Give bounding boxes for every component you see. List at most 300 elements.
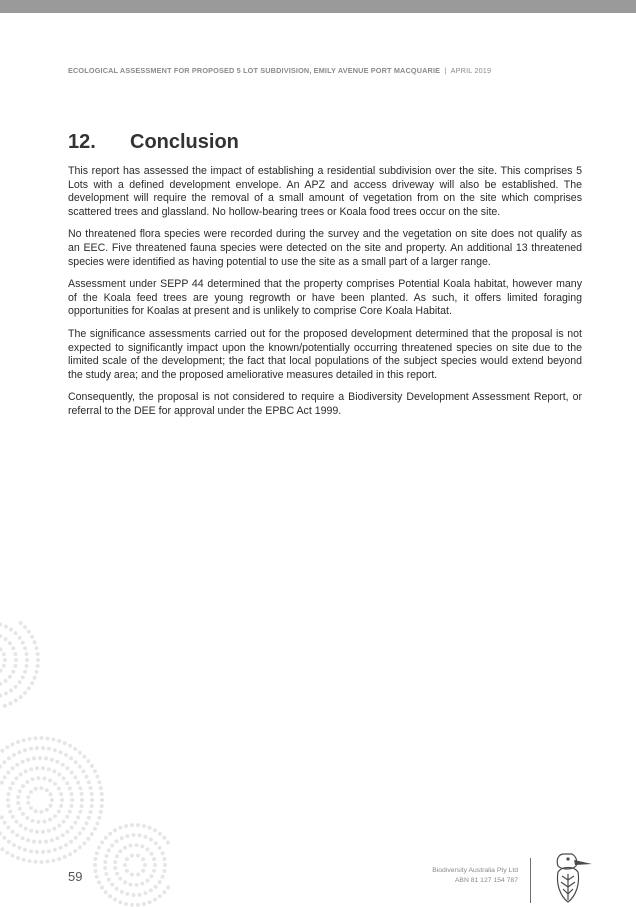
pattern-dot <box>8 786 12 790</box>
pattern-dot <box>152 869 156 873</box>
paragraph: No threatened flora species were recorded during the survey and the vegetation on site does not qualify as an EEC. Five threatened fauna species were detected on the site and property. An additional 13 threatened species were identified as having potential to use the site as a small part of a larger range. <box>68 228 582 268</box>
pattern-dot <box>124 824 128 828</box>
pattern-dot <box>0 781 4 785</box>
pattern-dot <box>166 886 170 890</box>
pattern-dot <box>37 776 41 780</box>
body-text <box>68 165 582 428</box>
pattern-dot <box>152 857 156 861</box>
pattern-dot <box>35 850 39 854</box>
pattern-dot <box>120 836 124 840</box>
pattern-dot <box>13 652 17 656</box>
pattern-dot <box>4 637 8 641</box>
pattern-dot <box>26 838 30 842</box>
pattern-dot <box>103 860 107 864</box>
pattern-dot <box>113 860 117 864</box>
pattern-dot <box>78 810 82 814</box>
pattern-dot <box>78 786 82 790</box>
pattern-dot <box>57 773 61 777</box>
pattern-dot <box>2 836 6 840</box>
pattern-dot <box>78 845 82 849</box>
pattern-dot <box>36 652 40 656</box>
pattern-dot <box>130 903 134 907</box>
pattern-dot <box>11 854 15 858</box>
pattern-dot <box>19 621 23 625</box>
pattern-dot <box>35 646 39 650</box>
pattern-dot <box>161 851 165 855</box>
pattern-dot <box>138 893 142 897</box>
pattern-dot <box>126 892 130 896</box>
pattern-dot <box>57 857 61 861</box>
pattern-dot <box>150 874 154 878</box>
pattern-dot <box>48 818 52 822</box>
pattern-dot <box>78 751 82 755</box>
pattern-dot <box>0 815 4 819</box>
pattern-dot <box>136 873 140 877</box>
pattern-dot <box>35 766 39 770</box>
pattern-dot <box>11 646 15 650</box>
pattern-dot <box>5 745 9 749</box>
pattern-dot <box>9 689 13 693</box>
pattern-dot <box>87 780 91 784</box>
pattern-dot <box>57 824 61 828</box>
pattern-dot <box>85 775 89 779</box>
pattern-dot <box>41 746 45 750</box>
pattern-dot <box>7 804 11 808</box>
pattern-dot <box>50 838 54 842</box>
pattern-dot <box>163 863 167 867</box>
pattern-dot <box>154 885 158 889</box>
pattern-dot <box>123 863 127 867</box>
pattern-dot <box>146 847 150 851</box>
pattern-dot <box>29 767 33 771</box>
pattern-dot <box>7 756 11 760</box>
pattern-dot <box>11 670 15 674</box>
footer-divider <box>530 858 531 903</box>
pattern-dot <box>30 635 34 639</box>
pattern-dot <box>11 766 15 770</box>
pattern-dot <box>8 641 12 645</box>
pattern-dot <box>63 855 67 859</box>
pattern-dot <box>62 820 66 824</box>
company-info <box>432 866 518 886</box>
pattern-dot <box>132 893 136 897</box>
pattern-dot <box>81 769 85 773</box>
pattern-dot <box>166 841 170 845</box>
pattern-dot <box>8 810 12 814</box>
pattern-dot <box>32 840 36 844</box>
header-date: APRIL 2019 <box>450 66 492 75</box>
pattern-dot <box>0 765 2 769</box>
pattern-dot <box>89 810 93 814</box>
pattern-dot <box>0 694 2 698</box>
running-header <box>68 66 588 75</box>
pattern-dot <box>51 738 55 742</box>
pattern-dot <box>24 827 28 831</box>
pattern-dot <box>107 878 111 882</box>
pattern-dot <box>162 869 166 873</box>
pattern-dot <box>23 646 27 650</box>
pattern-dot <box>47 849 51 853</box>
pattern-dot <box>16 740 20 744</box>
pattern-dot <box>65 815 69 819</box>
pattern-dot <box>73 821 77 825</box>
pattern-dot <box>100 804 104 808</box>
pattern-dot <box>23 848 27 852</box>
pattern-dot <box>16 801 20 805</box>
pattern-dot <box>34 860 38 864</box>
pattern-dot <box>11 830 15 834</box>
pattern-dot <box>125 869 129 873</box>
pattern-dot <box>28 737 32 741</box>
pattern-dot <box>3 775 7 779</box>
pattern-dot <box>0 647 3 651</box>
pattern-dot <box>125 857 129 861</box>
paragraph: This report has assessed the impact of establishing a residential subdivision over the site. This comprises 5 Lots with a defined development envelope. An APZ and access driveway will also be established. The development will require the removal of a small amount of vegetation from on the site which comprises scattered trees and glassland. No hollow-bearing trees or Koala food trees occur on the site. <box>68 165 582 218</box>
pattern-dot <box>18 789 22 793</box>
pattern-dot <box>19 773 23 777</box>
pattern-dot <box>0 634 2 638</box>
pattern-dot <box>95 851 99 855</box>
pattern-dot <box>33 676 37 680</box>
pattern-dot <box>120 890 124 894</box>
pattern-dot <box>104 836 108 840</box>
pattern-dot <box>73 849 77 853</box>
pattern-dot <box>47 829 51 833</box>
pattern-dot <box>37 820 41 824</box>
section-number: 12. <box>68 131 96 153</box>
pattern-dot <box>136 854 140 858</box>
pattern-dot <box>115 872 119 876</box>
pattern-dot <box>115 854 119 858</box>
pattern-dot <box>22 858 26 862</box>
pattern-dot <box>21 760 25 764</box>
pattern-dot <box>59 792 63 796</box>
pattern-dot <box>82 841 86 845</box>
pattern-dot <box>85 821 89 825</box>
pattern-dot <box>0 669 3 673</box>
company-abn: ABN 81 127 154 787 <box>454 877 518 884</box>
pattern-dot <box>110 883 114 887</box>
pattern-dot <box>80 792 84 796</box>
pattern-dot <box>143 863 147 867</box>
pattern-dot <box>70 804 74 808</box>
pattern-dot <box>25 816 29 820</box>
pattern-dot <box>0 831 2 835</box>
pattern-dot <box>154 841 158 845</box>
pattern-dot <box>100 792 104 796</box>
pattern-dot <box>2 760 6 764</box>
pattern-dot <box>39 786 43 790</box>
pattern-dot <box>104 854 108 858</box>
pattern-dot <box>74 836 78 840</box>
pattern-dot <box>141 869 145 873</box>
paragraph: The significance assessments carried out for the proposed development determined that the proposal is not expected to significantly impact upon the known/potentially occurring threatened species on site due to the limited scale of the development; the fact that local populations of the subject species would extend beyond the study area; and the proposed ameliorative measures detailed in this report. <box>68 327 582 381</box>
pattern-dot <box>27 686 31 690</box>
pattern-dot <box>6 826 10 830</box>
pattern-dot <box>12 753 16 757</box>
pattern-dot <box>130 823 134 827</box>
pattern-dot <box>26 795 30 799</box>
pattern-dot <box>8 675 12 679</box>
pattern-dot <box>70 771 74 775</box>
pattern-dot <box>76 781 80 785</box>
pattern-dot <box>11 742 15 746</box>
pattern-dot <box>129 883 133 887</box>
pattern-dot <box>115 839 119 843</box>
pattern-dot <box>142 902 146 906</box>
pattern-dot <box>36 658 40 662</box>
pattern-dot <box>143 835 147 839</box>
pattern-dot <box>23 625 27 629</box>
pattern-dot <box>81 827 85 831</box>
pattern-dot <box>52 769 56 773</box>
pattern-dot <box>6 771 10 775</box>
pattern-dot <box>23 670 27 674</box>
pattern-dot <box>74 760 78 764</box>
pattern-dot <box>48 779 52 783</box>
pattern-dot <box>126 834 130 838</box>
pattern-dot <box>136 823 140 827</box>
pattern-dot <box>64 753 68 757</box>
pattern-dot <box>51 859 55 863</box>
pattern-dot <box>34 809 38 813</box>
pattern-dot <box>21 812 25 816</box>
pattern-dot <box>17 750 21 754</box>
pattern-dot <box>35 670 39 674</box>
pattern-dot <box>12 843 16 847</box>
pattern-dot <box>16 795 20 799</box>
pattern-dot <box>107 848 111 852</box>
pattern-dot <box>23 748 27 752</box>
pattern-dot <box>49 792 53 796</box>
pattern-dot <box>25 658 29 662</box>
pattern-dot <box>43 777 47 781</box>
pattern-dot <box>7 792 11 796</box>
company-name: Biodiversity Australia Pty Ltd <box>432 867 518 874</box>
pattern-dot <box>69 840 73 844</box>
pattern-dot <box>104 872 108 876</box>
pattern-dot <box>143 891 147 895</box>
pattern-dot <box>118 826 122 830</box>
pattern-dot <box>39 810 43 814</box>
pattern-dot <box>29 747 33 751</box>
pattern-dot <box>90 804 94 808</box>
pattern-dot <box>153 863 157 867</box>
pattern-dot <box>2 664 6 668</box>
pattern-dot <box>53 848 57 852</box>
pattern-dot <box>150 852 154 856</box>
pattern-dot <box>93 769 97 773</box>
pattern-dot <box>103 866 107 870</box>
kookaburra-logo-icon <box>544 848 594 904</box>
pattern-dot <box>68 852 72 856</box>
pattern-dot <box>3 658 7 662</box>
pattern-dot <box>6 798 10 802</box>
pattern-dot <box>47 747 51 751</box>
pattern-dot <box>73 747 77 751</box>
pattern-dot <box>99 810 103 814</box>
pattern-dot <box>41 766 45 770</box>
pattern-dot <box>135 883 139 887</box>
pattern-dot <box>3 821 7 825</box>
top-bar <box>0 0 636 13</box>
pattern-dot <box>24 769 28 773</box>
pattern-dot <box>4 691 8 695</box>
pattern-dot <box>38 756 42 760</box>
paragraph: Consequently, the proposal is not considered to require a Biodiversity Development Assessment Report, or referral to the DEE for approval under the EPBC Act 1999. <box>68 391 582 417</box>
pattern-dot <box>16 856 20 860</box>
pattern-dot <box>31 777 35 781</box>
pattern-dot <box>158 880 162 884</box>
pattern-dot <box>34 736 38 740</box>
pattern-dot <box>60 798 64 802</box>
pattern-dot <box>59 750 63 754</box>
pattern-dot <box>113 866 117 870</box>
pattern-dot <box>138 833 142 837</box>
pattern-dot <box>129 844 133 848</box>
pattern-dot <box>38 840 42 844</box>
pattern-dot <box>80 804 84 808</box>
pattern-dot <box>153 828 157 832</box>
pattern-dot <box>153 898 157 902</box>
header-title: ECOLOGICAL ASSESSMENT FOR PROPOSED 5 LOT SUBDIVISION, EMILY AVENUE PORT MACQUARIE <box>68 66 441 75</box>
pattern-dot <box>148 826 152 830</box>
pattern-dot <box>27 630 31 634</box>
decorative-dot-pattern <box>0 620 170 907</box>
pattern-dot <box>18 807 22 811</box>
pattern-dot <box>108 832 112 836</box>
pattern-dot <box>21 641 25 645</box>
pattern-dot <box>78 765 82 769</box>
pattern-dot <box>28 859 32 863</box>
pattern-dot <box>90 832 94 836</box>
pattern-dot <box>158 846 162 850</box>
pattern-dot <box>11 781 15 785</box>
pattern-dot <box>13 664 17 668</box>
pattern-dot <box>40 736 44 740</box>
section-title: Conclusion <box>130 131 239 153</box>
pattern-dot <box>35 830 39 834</box>
pattern-dot <box>8 701 12 705</box>
pattern-dot <box>14 776 18 780</box>
pattern-dot <box>70 826 74 830</box>
pattern-dot <box>25 652 29 656</box>
pattern-dot <box>14 699 18 703</box>
pattern-dot <box>36 664 40 668</box>
pattern-dot <box>97 780 101 784</box>
pattern-dot <box>95 821 99 825</box>
pattern-dot <box>52 827 56 831</box>
pattern-dot <box>47 767 51 771</box>
pattern-dot <box>29 806 33 810</box>
pattern-dot <box>162 857 166 861</box>
pattern-dot <box>50 798 54 802</box>
pattern-dot <box>140 882 144 886</box>
pattern-dot <box>0 623 2 627</box>
pattern-dot <box>82 755 86 759</box>
pattern-dot <box>30 681 34 685</box>
pattern-dot <box>4 679 8 683</box>
pattern-dot <box>149 889 153 893</box>
pattern-dot <box>66 766 70 770</box>
pattern-dot <box>123 880 127 884</box>
pattern-dot <box>11 815 15 819</box>
pattern-dot <box>59 846 63 850</box>
pattern-dot <box>87 816 91 820</box>
pattern-dot <box>15 763 19 767</box>
paragraph: Assessment under SEPP 44 determined that the property comprises Potential Koala habitat, however many of the Koala feed trees are young regrowth or have been planted. As such, it offers limited foraging opportunities for Koalas at present and is unlikely to comprise Core Koala Habitat. <box>68 278 582 318</box>
pattern-dot <box>41 850 45 854</box>
pattern-dot <box>57 809 61 813</box>
pattern-dot <box>93 863 97 867</box>
page-number: 59 <box>68 869 83 884</box>
pattern-dot <box>14 658 18 662</box>
pattern-dot <box>110 844 114 848</box>
pattern-dot <box>108 894 112 898</box>
pattern-dot <box>53 782 57 786</box>
pattern-dot <box>32 756 36 760</box>
pattern-dot <box>65 781 69 785</box>
pattern-dot <box>73 775 77 779</box>
pattern-dot <box>41 830 45 834</box>
pattern-dot <box>135 843 139 847</box>
pattern-dot <box>146 879 150 883</box>
pattern-dot <box>99 786 103 790</box>
pattern-dot <box>90 764 94 768</box>
pattern-dot <box>40 860 44 864</box>
pattern-dot <box>76 815 80 819</box>
pattern-dot <box>161 875 165 879</box>
pattern-dot <box>100 886 104 890</box>
pattern-dot <box>3 704 7 708</box>
pattern-dot <box>104 890 108 894</box>
pattern-dot <box>68 810 72 814</box>
pattern-dot <box>21 784 25 788</box>
pattern-dot <box>55 760 59 764</box>
pattern-dot <box>43 820 47 824</box>
pattern-dot <box>14 685 18 689</box>
pattern-dot <box>21 836 25 840</box>
pattern-dot <box>46 860 50 864</box>
pattern-dot <box>141 857 145 861</box>
pattern-dot <box>95 775 99 779</box>
pattern-dot <box>97 880 101 884</box>
pattern-dot <box>89 786 93 790</box>
pattern-dot <box>31 819 35 823</box>
pattern-dot <box>97 846 101 850</box>
pattern-dot <box>49 804 53 808</box>
pattern-dot <box>50 758 54 762</box>
pattern-dot <box>14 631 18 635</box>
pattern-dot <box>0 749 4 753</box>
pattern-dot <box>86 759 90 763</box>
pattern-dot <box>26 801 30 805</box>
pattern-dot <box>44 756 48 760</box>
pattern-dot <box>130 873 134 877</box>
pattern-dot <box>0 682 2 686</box>
pattern-dot <box>34 787 38 791</box>
pattern-dot <box>142 824 146 828</box>
pattern-dot <box>66 830 70 834</box>
pattern-dot <box>61 763 65 767</box>
pattern-dot <box>22 738 26 742</box>
pattern-dot <box>62 776 66 780</box>
pattern-dot <box>45 788 49 792</box>
pattern-dot <box>46 737 50 741</box>
pattern-dot <box>93 869 97 873</box>
pattern-dot <box>69 756 73 760</box>
pattern-dot <box>80 798 84 802</box>
